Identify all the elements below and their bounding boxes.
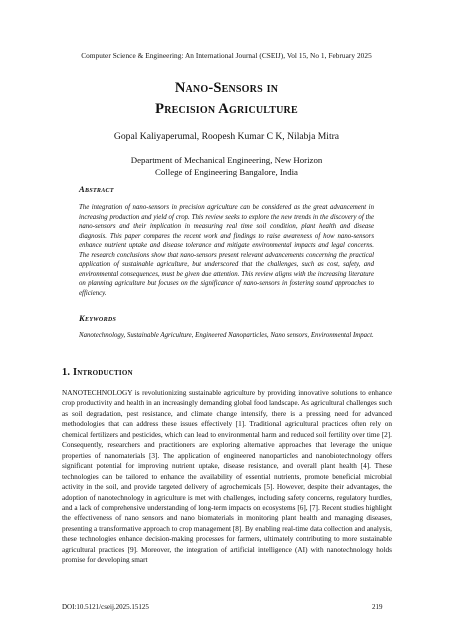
keywords-heading: Keywords [79, 313, 117, 323]
affiliation-line-1: Department of Mechanical Engineering, New Horizon [130, 155, 323, 165]
title-line-1: Nano-Sensors in [174, 80, 279, 96]
affiliation-line-2: College of Engineering Bangalore, India [155, 167, 298, 177]
section-heading: 1. Introduction [62, 367, 133, 378]
authors: Gopal Kaliyaperumal, Roopesh Kumar C K, Nilabja Mitra [113, 131, 340, 142]
affiliation [0, 154, 453, 178]
abstract-text: The integration of nano-sensors in precision agriculture can be considered as the great advancement in increasing production and yield of crop. This review seeks to explore the new trends in the discovery of the nano-sensors and their implication in measuring real time soil condition, plant health and disease diagnosis. This paper compares the recent work and findings to raise awareness of how nano-sensors enhance nutrient uptake and disease tolerance and mitigate environmental impacts and legal concerns. The research conclusions show that nano-sensors present relevant advancements concerning the practical application of sustainable agriculture, but underscored that the challenges, such as cost, safety, and environmental consequences, must be given due attention. This review aligns with the increasing literature on planning agriculture but focuses on the significance of nano-sensors in fostering sound approaches to efficiency. [79, 204, 374, 297]
intro-paragraph: NANOTECHNOLOGY is revolutionizing sustainable agriculture by providing innovative solutions to enhance crop productivity and health in an increasingly demanding global food landscape. As agricultural challenges such as soil degradation, pest resistance, and climate change intensify, there is a pressing need for advanced methodologies that can address these issues effectively [1]. Traditional agricultural practices often rely on chemical fertilizers and pesticides, which can lead to environmental harm and reduced soil fertility over time [2]. Consequently, researchers and practitioners are exploring alternative approaches that leverage the unique properties of nanomaterials [3]. The application of engineered nanoparticles and nanobiotechnology offers significant potential for improving nutrient uptake, disease resistance, and overall plant health [4]. These technologies can be tailored to enhance the availability of essential nutrients, promote beneficial microbial activity in the soil, and provide targeted delivery of agrochemicals [5]. However, despite their advantages, the adoption of nanotechnology in agriculture is met with challenges, including safety concerns, regulatory hurdles, and a lack of comprehensive understanding of long-term impacts on ecosystems [6], [7]. Recent studies highlight the effectiveness of nano sensors and nano biomaterials in monitoring plant health and managing diseases, presenting a transformative approach to crop management [8]. By enabling real-time data collection and analysis, these technologies enhance decision-making processes for farmers, ultimately contributing to more sustainable agricultural practices [9]. Moreover, the integration of artificial intelligence (AI) with nanotechnology holds promise for developing smart [62, 389, 392, 565]
footer-doi: DOI:10.5121/cseij.2025.15125 [62, 603, 149, 611]
keywords-text: Nanotechnology, Sustainable Agriculture, Engineered Nanoparticles, Nano sensors, Environmental Impact. [79, 332, 374, 339]
paper-title [0, 78, 453, 120]
page-number: 219 [372, 603, 383, 611]
journal-header: Computer Science & Engineering: An International Journal (CSEIJ), Vol 15, No 1, February 2025 [81, 51, 372, 60]
title-line-2: Precision Agriculture [155, 101, 298, 117]
abstract-heading: Abstract [79, 184, 114, 194]
